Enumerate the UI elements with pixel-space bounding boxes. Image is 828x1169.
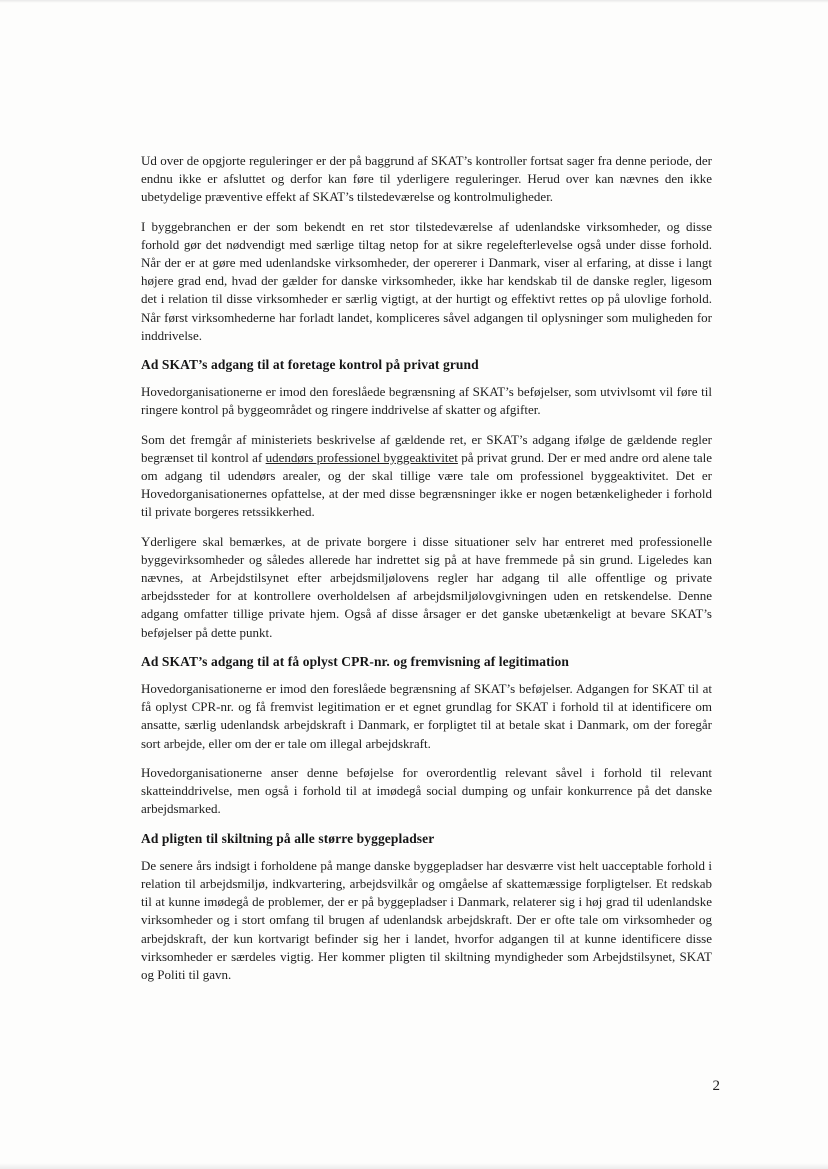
paragraph-skat-controls: Ud over de opgjorte reguleringer er der på baggrund af SKAT’s kontroller fortsat sager fra denne periode, der endnu ikke er afsluttet og derfor kan føre til yderligere reguleringer. Herud over kan nævnes den ikke ubetydelige præventive effekt af SKAT’s tilstedeværelse og kontrolmuligheder. <box>141 153 712 205</box>
paragraph-cpr-opposition: Hovedorganisationerne er imod den foreslåede begrænsning af SKAT’s beføjelser. Adgangen for SKAT til at få oplyst CPR-nr. og få fremvist legitimation er et egnet grundlag for SKAT i forhold til at identificere om ansatte, særlig udenlandsk arbejdskraft i Danmark, er forpligtet til at betale skat i Danmark, om der foregår sort arbejde, eller om der er tale om illegal arbejdskraft. <box>141 681 712 751</box>
paragraph-opposition-limitation: Hovedorganisationerne er imod den foreslåede begrænsning af SKAT’s beføjelser, som utvivlsomt vil føre til ringere kontrol på byggeområdet og ringere inddrivelse af skatter og afgifter. <box>141 384 712 418</box>
scan-edge-top <box>0 0 828 3</box>
scan-edge-bottom <box>0 1163 828 1169</box>
current-law-text-before: Som det fremgår af ministeriets beskrivelse af gældende ret, er SKAT’s adgang ifølge de gældende regler begrænset til kontrol af <box>141 431 712 465</box>
paragraph-building-industry: I byggebranchen er der som bekendt en ret stor tilstedeværelse af udenlandske virksomheder, og disse forhold gør det nødvendigt med særlige tiltag netop for at sikre regelefterlevelse også under disse forhold. Når der er at gøre med udenlandske virksomheder, der opererer i Danmark, viser al erfaring, at disse i langt højere grad end, hvad der gælder for danske virksomheder, ikke har kendskab til de danske regler, ligesom det i relation til disse virksomheder er særlig vigtigt, at der hurtigt og effektivt rettes op på ulovlige forhold. Når først virksomhederne har forladt landet, kompliceres såvel adgangen til oplysninger som muligheden for inddrivelse. <box>141 218 712 343</box>
heading-cpr-legitimation: Ad SKAT’s adgang til at få oplyst CPR-nr. og fremvisning af legitimation <box>141 653 569 669</box>
paragraph-current-law <box>141 431 712 522</box>
underlined-phrase: udendørs professionel byggeaktivitet <box>265 449 458 465</box>
paragraph-signage: De senere års indsigt i forholdene på mange danske byggepladser har desværre vist helt uacceptable forhold i relation til arbejdsmiljø, indkvartering, arbejdsvilkår og omgåelse af skattemæssige forpligtelser. Et redskab til at kunne imødegå de problemer, der er på byggepladser i Danmark, relaterer sig i høj grad til udenlandske virksomheder og i stort omfang til brugen af udenlandsk arbejdskraft. Der er ofte tale om virksomheder og arbejdskraft, der kun kortvarigt befinder sig her i landet, hvorfor adgangen til at kunne identificere disse virksomheder er særdeles vigtig. Her kommer pligten til skiltning myndigheder som Arbejdstilsynet, SKAT og Politi til gavn. <box>141 857 712 982</box>
heading-signage: Ad pligten til skiltning på alle større byggepladser <box>141 830 435 846</box>
paragraph-private-citizens: Yderligere skal bemærkes, at de private borgere i disse situationer selv har entreret med professionelle byggevirksomheder og således allerede har indrettet sig på at have fremmede på sin grund. Ligeledes kan nævnes, at Arbejdstilsynet efter arbejdsmiljølovens regler har adgang til alle offentlige og private arbejdssteder for at kontrollere overholdelsen af arbejdsmiljølovgivningen uden en retskendelse. Denne adgang omfatter tillige private hjem. Også af disse årsager er det ganske ubetænkeligt at bevare SKAT’s beføjelser på dette punkt. <box>141 533 712 640</box>
page-number: 2 <box>712 1078 720 1094</box>
document-body <box>141 152 712 995</box>
heading-private-ground: Ad SKAT’s adgang til at foretage kontrol på privat grund <box>141 357 479 373</box>
current-law-text-after: på privat grund. Der er med andre ord alene tale om adgang til udendørs arealer, og der skal tillige være tale om professionel byggeaktivitet. Det er Hovedorganisationernes opfattelse, at der med disse begrænsninger ikke er nogen betænkeligheder i forhold til private borgeres retssikkerhed. <box>141 449 712 520</box>
paragraph-cpr-relevance: Hovedorganisationerne anser denne beføjelse for overordentlig relevant såvel i forhold til relevant skatteinddrivelse, men også i forhold til at imødegå social dumping og unfair konkurrence på det danske arbejdsmarked. <box>141 764 712 817</box>
